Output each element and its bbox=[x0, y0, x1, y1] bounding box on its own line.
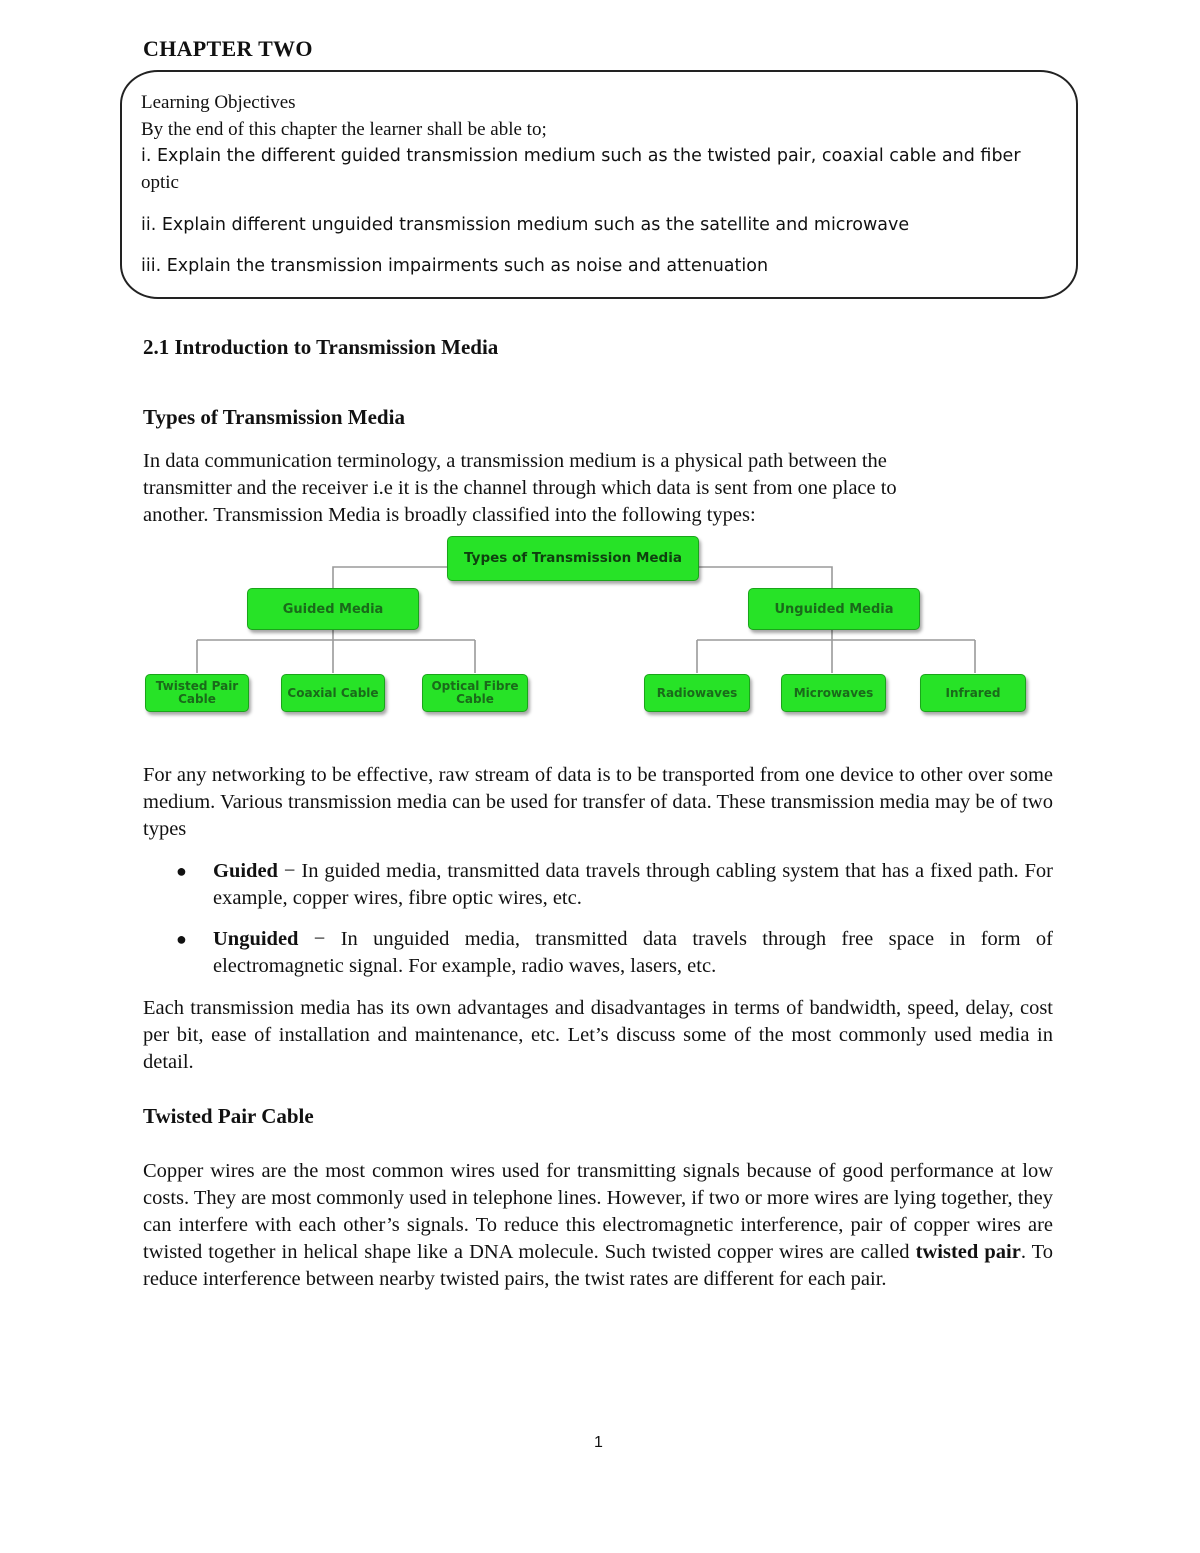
connector-root-right bbox=[698, 567, 832, 588]
connector-root-left bbox=[333, 567, 447, 588]
bullet-dot-guided: ● bbox=[176, 861, 187, 881]
bullet-unguided-text: − In unguided media, transmitted data travels through free space in form of electromagnetic signal. For example, radio waves, lasers, etc. bbox=[213, 928, 1053, 977]
intro-line-3: another. Transmission Media is broadly classified into the following types: bbox=[143, 504, 756, 526]
connector-unguided bbox=[697, 630, 975, 673]
intro-line-2: transmitter and the receiver i.e it is the channel through which data is sent from one place to bbox=[143, 477, 897, 499]
objectives-intro: By the end of this chapter the learner shall be able to; bbox=[141, 119, 547, 140]
objective-item-3: iii. Explain the transmission impairments such as noise and attenuation bbox=[141, 256, 769, 276]
diagram-guided-node: Guided Media bbox=[247, 588, 419, 630]
objective-item-1-cont: optic bbox=[141, 172, 179, 193]
diagram-microwaves-node: Microwaves bbox=[781, 674, 886, 712]
bullet-guided-term: Guided bbox=[213, 860, 278, 882]
types-heading: Types of Transmission Media bbox=[143, 405, 405, 429]
chapter-title: CHAPTER TWO bbox=[143, 36, 313, 61]
bullet-dot-unguided: ● bbox=[176, 929, 187, 949]
diagram-connectors bbox=[0, 0, 1200, 760]
bullet-unguided bbox=[213, 926, 1053, 980]
bullet-guided bbox=[213, 858, 1053, 912]
section-title: 2.1 Introduction to Transmission Media bbox=[143, 335, 499, 359]
diagram-coaxial-node: Coaxial Cable bbox=[281, 674, 385, 712]
diagram-infrared-node: Infrared bbox=[920, 674, 1026, 712]
twisted-pair-term: twisted pair bbox=[915, 1241, 1021, 1263]
twisted-pair-paragraph bbox=[143, 1158, 1053, 1293]
twisted-pair-heading: Twisted Pair Cable bbox=[143, 1104, 314, 1128]
page-number: 1 bbox=[594, 1434, 603, 1451]
diagram-unguided-node: Unguided Media bbox=[748, 588, 920, 630]
objective-item-2: ii. Explain different unguided transmission medium such as the satellite and microwave bbox=[141, 215, 910, 235]
advantages-paragraph: Each transmission media has its own advantages and disadvantages in terms of bandwidth, speed, delay, cost per bit, ease of installation and maintenance, etc. Let’s discuss some of the most commonly used media in detail. bbox=[143, 997, 1053, 1073]
objectives-heading: Learning Objectives bbox=[141, 92, 296, 113]
networking-paragraph: For any networking to be effective, raw stream of data is to be transported from one device to other over some medium. Various transmission media can be used for transfer of data. These transmission media may be of two types bbox=[143, 764, 1053, 840]
twisted-para-end: . To reduce interference between nearby twisted pairs, the twist rates are different for each pair. bbox=[143, 1241, 1054, 1290]
connector-guided bbox=[197, 630, 475, 673]
twisted-para-start: Copper wires are the most common wires used for transmitting signals because of good performance at low costs. They are most commonly used in telephone lines. However, if two or more wires are lying together, they can interfere with each other’s signals. To reduce this electromagnetic interference, pair of copper wires are twisted together in helical shape like a DNA molecule. Such twisted copper wires are called bbox=[143, 1160, 1053, 1263]
intro-line-1: In data communication terminology, a transmission medium is a physical path between the bbox=[143, 450, 887, 472]
diagram-radiowaves-node: Radiowaves bbox=[644, 674, 750, 712]
objective-item-1: i. Explain the different guided transmission medium such as the twisted pair, coaxial cable and fiber bbox=[141, 146, 1021, 166]
bullet-guided-text: − In guided media, transmitted data travels through cabling system that has a fixed path. For example, copper wires, fibre optic wires, etc. bbox=[213, 860, 1053, 909]
bullet-unguided-term: Unguided bbox=[213, 928, 299, 950]
diagram-root-node: Types of Transmission Media bbox=[447, 536, 699, 581]
diagram-optical-fibre-node: Optical Fibre Cable bbox=[422, 674, 528, 712]
diagram-twisted-pair-node: Twisted Pair Cable bbox=[145, 674, 249, 712]
